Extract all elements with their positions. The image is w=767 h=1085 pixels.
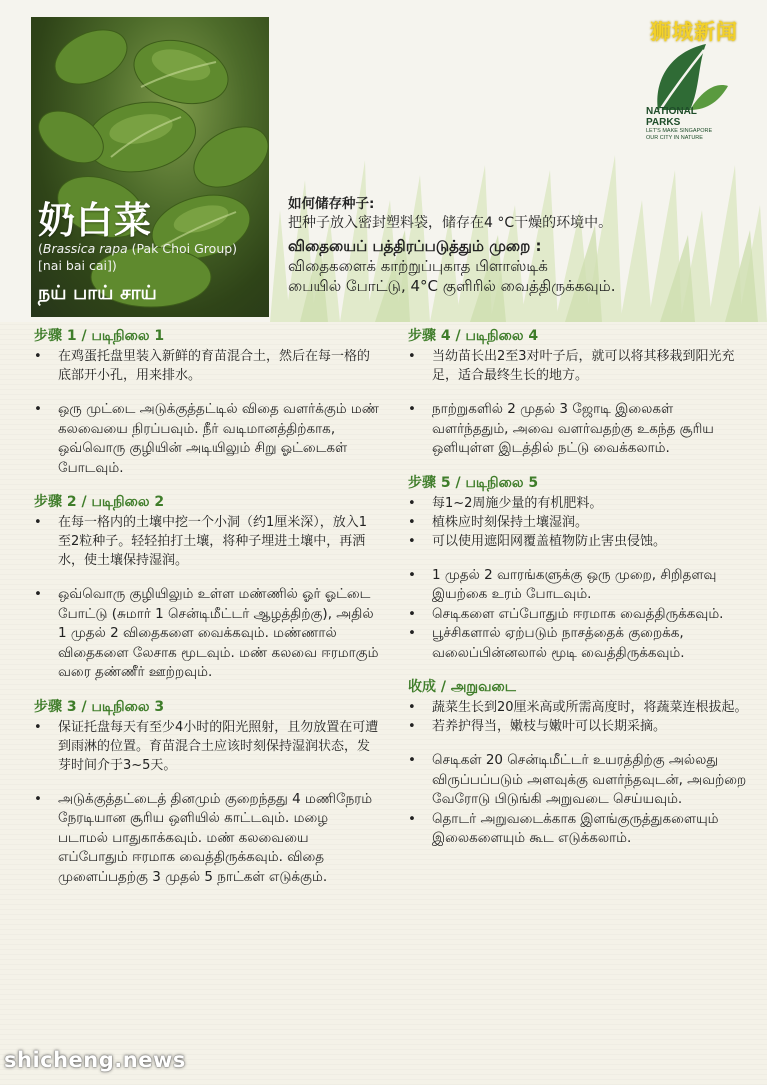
step-5-heading: 步骤 5 / படிநிலை 5 — [408, 474, 539, 491]
step-3-heading: 步骤 3 / படிநிலை 3 — [34, 698, 165, 715]
scientific-name — [38, 240, 237, 274]
logo-name-line1: NATIONAL — [646, 106, 697, 117]
list-item: • 每1~2周施少量的有机肥料。 — [408, 494, 753, 513]
step-1-zh-list — [34, 347, 379, 385]
step-2-ta-list — [34, 585, 379, 683]
step-2-zh-list — [34, 513, 379, 570]
watermark-bottom: shicheng.news — [4, 1048, 186, 1072]
step-2-heading: 步骤 2 / படிநிலை 2 — [34, 494, 165, 510]
step-3-section — [34, 698, 379, 888]
logo-tagline-line1: LET'S MAKE SINGAPORE — [646, 128, 713, 134]
step-5-zh-list — [408, 494, 753, 551]
storage-body-zh: 把种子放入密封塑料袋，储存在4 °C干燥的环境中。 — [288, 215, 613, 231]
plant-title-chinese: 奶白菜 — [38, 199, 152, 242]
list-item: • 植株应时刻保持土壤湿润。 — [408, 513, 753, 532]
storage-heading-zh: 如何储存种子: — [288, 196, 375, 212]
list-item: • அடுக்குத்தட்டைத் தினமும் குறைந்தது 4 மணிநேரம் நேரடியான சூரிய ஒளியில் காட்டவும். மழை படாமல் பாதுகாக்கவும். மண் கலவையை எப்போதும் ஈரமாக வைத்திருக்கவும். விதை முளைப்பதற்கு 3 முதல் 5 நாட்கள் எடுக்கும். — [34, 790, 379, 888]
list-item: • நாற்றுகளில் 2 முதல் 3 ஜோடி இலைகள் வளர்ந்ததும், அவை வளர்வதற்கு உகந்த சூரிய ஒளியுள்ள இடத்தில் நட்டு வைக்கலாம். — [408, 400, 753, 459]
step-4-heading: 步骤 4 / படிநிலை 4 — [408, 328, 539, 344]
step-4-section — [408, 327, 753, 459]
harvest-zh-list — [408, 698, 753, 736]
logo-name-line2: PARKS — [646, 117, 681, 128]
step-5-ta-list — [408, 566, 753, 664]
paren-open: ( — [38, 241, 43, 256]
step-5-section — [408, 474, 753, 664]
scientific-genus: Brassica rapa — [42, 241, 128, 256]
step-4-zh-list — [408, 347, 753, 385]
step-3-ta-list — [34, 790, 379, 888]
list-item: • 蔬菜生长到20厘米高或所需高度时，将蔬菜连根拔起。 — [408, 698, 753, 717]
seed-storage-section — [288, 195, 758, 296]
step-1-heading: 步骤 1 / படிநிலை 1 — [34, 328, 165, 344]
list-item: • ஒவ்வொரு குழியிலும் உள்ள மண்ணில் ஓர் ஓட்டை போட்டு (சுமார் 1 சென்டிமீட்டர் ஆழத்திற்கு), அதில் 1 முதல் 2 விதைகளை வைக்கவும். மண்ணால் விதைகளை லேசாக மூடவும். மண் கலவை ஈரமாகும் வரை தண்ணீர் ஊற்றவும். — [34, 585, 379, 683]
list-item: • 保证托盘每天有至少4小时的阳光照射，且勿放置在可遭到雨淋的位置。育苗混合土应该时刻保持湿润状态，发芽时间介于3~5天。 — [34, 718, 379, 775]
storage-heading-ta: விதையைப் பத்திரப்படுத்தும் முறை : — [288, 237, 542, 255]
list-item: • செடிகளை எப்போதும் ஈரமாக வைத்திருக்கவும். — [408, 605, 753, 625]
step-1-section — [34, 327, 379, 478]
logo-tagline — [646, 128, 712, 142]
plant-title-tamil: நய் பாய் சாய் — [38, 282, 157, 304]
list-item: • 1 முதல் 2 வாரங்களுக்கு ஒரு முறை, சிறிதளவு இயற்கை உரம் போடவும். — [408, 566, 753, 605]
list-item: • தொடர் அறுவடைக்காக இளங்குருத்துகளையும் இலைகளையும் கூட எடுக்கலாம். — [408, 810, 753, 849]
step-3-zh-list — [34, 718, 379, 775]
logo-tagline-line2: OUR CITY IN NATURE — [646, 135, 703, 141]
step-2-section — [34, 493, 379, 683]
left-column — [34, 327, 379, 887]
list-item: • பூச்சிகளால் ஏற்படும் நாசத்தைக் குறைக்க, வலைப்பின்னலால் மூடி வைத்திருக்கவும். — [408, 624, 753, 663]
step-4-ta-list — [408, 400, 753, 459]
scientific-group: (Pak Choi Group) — [127, 241, 238, 256]
pinyin: [nai bai cai]) — [38, 258, 117, 273]
list-item: • ஒரு முட்டை அடுக்குத்தட்டில் விதை வளர்க்கும் மண் கலவையை நிரப்பவும். நீர் வடிமானத்திற்காக, ஒவ்வொரு குழியின் அடியிலும் சிறு ஓட்டைகள் போடவும். — [34, 400, 379, 478]
list-item: • 可以使用遮阳网覆盖植物防止害虫侵蚀。 — [408, 532, 753, 551]
storage-body-ta-line2: பையில் போட்டு, 4°C குளிரில் வைத்திருக்கவும். — [288, 277, 616, 295]
list-item: • 当幼苗长出2至3对叶子后，就可以将其移栽到阳光充足，适合最终生长的地方。 — [408, 347, 753, 385]
right-column — [408, 327, 753, 849]
step-1-ta-list — [34, 400, 379, 478]
storage-body-ta-line1: விதைகளைக் காற்றுப்புகாத பிளாஸ்டிக் — [288, 257, 548, 275]
harvest-ta-list — [408, 751, 753, 849]
list-item: • 在鸡蛋托盘里装入新鲜的育苗混合土，然后在每一格的底部开小孔，用来排水。 — [34, 347, 379, 385]
list-item: • 若养护得当，嫩枝与嫩叶可以长期采摘。 — [408, 717, 753, 736]
watermark-top: 狮城新闻 — [650, 20, 738, 44]
harvest-section — [408, 678, 753, 849]
list-item: • 在每一格内的土壤中挖一个小洞（约1厘米深），放入1至2粒种子。轻轻拍打土壤，将种子埋进土壤中，再洒水，使土壤保持湿润。 — [34, 513, 379, 570]
logo-name — [646, 106, 697, 128]
harvest-heading: 收成 / அறுவடை — [408, 679, 516, 695]
list-item: • செடிகள் 20 சென்டிமீட்டர் உயரத்திற்கு அல்லது விருப்பப்படும் அளவுக்கு வளர்ந்தவுடன், அவற்றை வேரோடு பிடுங்கி அறுவடை செய்யவும். — [408, 751, 753, 810]
